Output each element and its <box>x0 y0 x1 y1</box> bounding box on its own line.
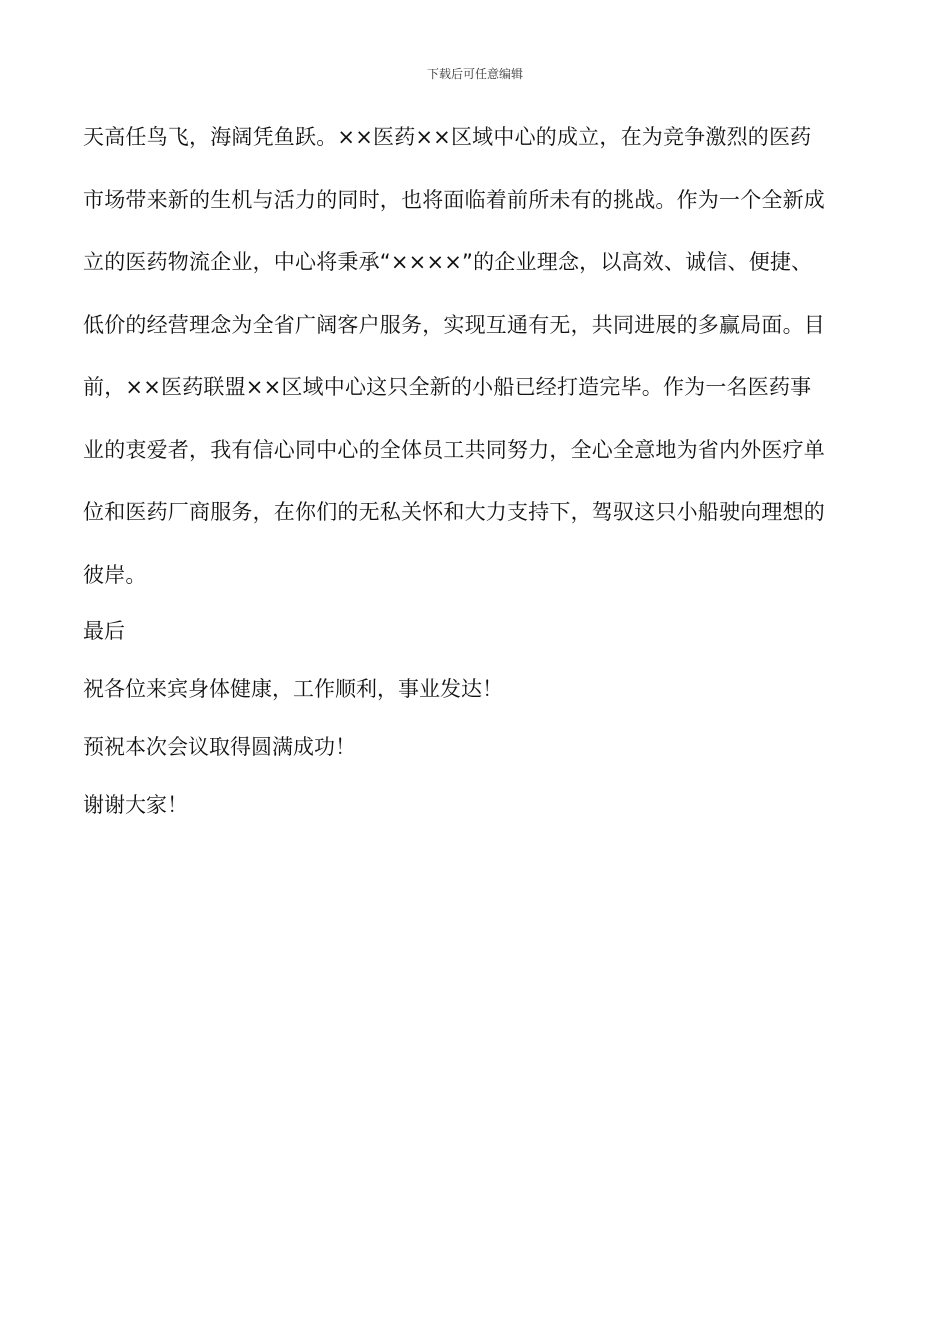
main-paragraph <box>83 106 883 606</box>
closing-wish: 预祝本次会议取得圆满成功！ <box>83 735 356 759</box>
closing-heading: 最后 <box>83 619 125 643</box>
paragraph-line: 低价的经营理念为全省广阔客户服务，实现互通有无，共同进展的多赢局面。目 <box>83 312 825 337</box>
paragraph-line: 立的医药物流企业，中心将秉承“××××”的企业理念，以高效、诚信、便捷、 <box>83 250 813 274</box>
paragraph-line: 天高任鸟飞，海阔凭鱼跃。××医药××区域中心的成立，在为竞争激烈的医药 <box>83 125 812 149</box>
paragraph-line: 前，××医药联盟××区域中心这只全新的小船已经打造完毕。作为一名医药事 <box>83 375 812 399</box>
closing-wish: 祝各位来宾身体健康，工作顺利，事业发达！ <box>83 677 503 701</box>
paragraph-line: 彼岸。 <box>83 562 147 587</box>
paragraph-line: 业的衷爱者，我有信心同中心的全体员工共同努力，全心全意地为省内外医疗单 <box>83 437 825 462</box>
page-header-caption: 下载后可任意编辑 <box>426 67 523 81</box>
paragraph-line: 市场带来新的生机与活力的同时，也将面临着前所未有的挑战。作为一个全新成 <box>83 187 825 212</box>
closing-thanks: 谢谢大家！ <box>83 793 188 817</box>
paragraph-line: 位和医药厂商服务，在你们的无私关怀和大力支持下，驾驭这只小船驶向理想的 <box>83 500 825 524</box>
